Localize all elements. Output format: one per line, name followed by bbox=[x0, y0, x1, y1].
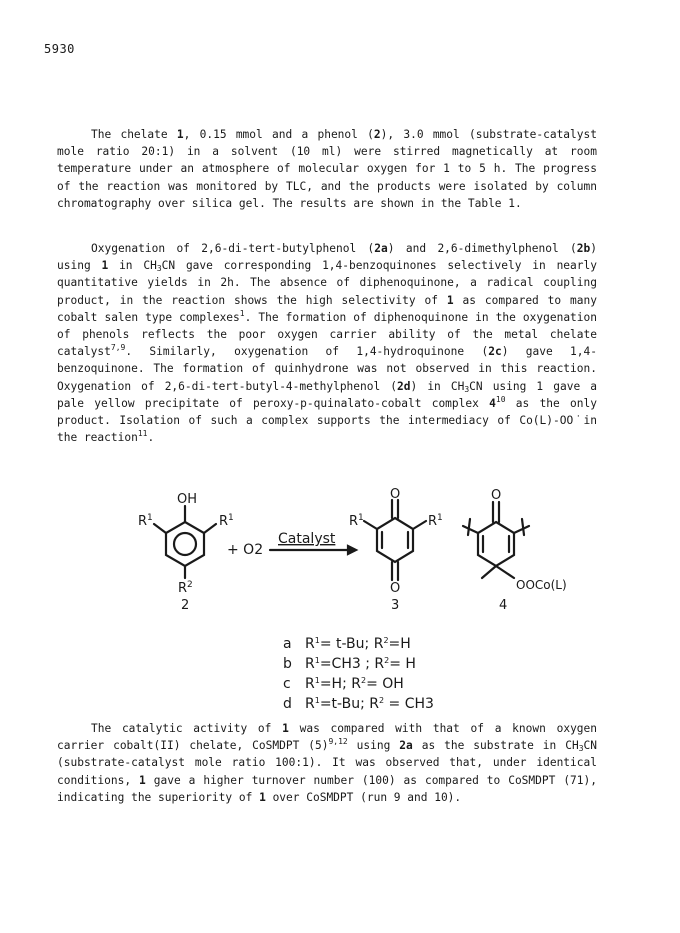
legend-row-d: d $R^1=t-Bu$; $R^2 = CH3$ bbox=[283, 696, 434, 712]
svg-text:R1: $R^1$ bbox=[428, 513, 443, 529]
compound-2-label: 2 bbox=[181, 598, 190, 613]
svg-text:R1: $R^1$ bbox=[138, 513, 153, 529]
page-number: 5930 bbox=[44, 42, 75, 56]
svg-text:O: O bbox=[390, 488, 401, 502]
paragraph-procedure: The chelate 1, 0.15 mmol and a phenol (2), 3.0 mmol (substrate-catalyst mole ratio 20:1) in a solvent (10 ml) were stirred magnetically at room temperature under an atmosphere of molecular oxygen for 1 to 5 h. The progress of the reaction was monitored by TLC, and the products were isolated by column chromatography over silica gel. The results are shown in the Table 1. bbox=[57, 128, 597, 210]
ooco-label: OOCo(L) bbox=[516, 578, 567, 592]
compound-3-label: 3 bbox=[391, 598, 400, 613]
legend-row-a: a $R^1= t-Bu$; $R^2=H$ bbox=[283, 636, 411, 652]
svg-text:R1: $R^1$ bbox=[219, 513, 234, 529]
hydroxyl-label: OH bbox=[177, 492, 198, 507]
paragraph-oxygenation: Oxygenation of 2,6-di-tert-butylphenol (2a) and 2,6-dimethylphenol (2b) using 1 in $CH_3CN$ gave corresponding 1,4-benzoquinones selectively in nearly quantitative yields in 2h. The absence of diphenoquinone, a radical coupling product, in the reaction shows the high selectivity of 1 as compared to many cobalt salen type complexes$^1$. The formation of diphenoquinone in the oxygenation of phenols reflects the poor oxygen carrier ability of the metal chelate catalyst$^{7,9}$. Similarly, oxygenation of 1,4-hydroquinone (2c) gave 1,4-benzoquinone. The formation of quinhydrone was not observed in this reaction. Oxygenation of 2,6-di-tert-butyl-4-methylphenol (2d) in $CH_3CN$ using 1 gave a pale yellow precipitate of peroxy-p-quinalato-cobalt complex $4^{10}$ as the only product. Isolation of such a complex supports the intermediacy of Co(L)-OO˙in the reaction$^{11}$. bbox=[57, 242, 598, 445]
paragraph-comparison: The catalytic activity of 1 was compared with that of a known oxygen carrier cobalt(II) chelate, CoSMDPT $(5)^{9,12}$ using 2a as the substrate in $CH_3CN$ (substrate-catalyst mole ratio 100:1). It was observed that, under identical conditions, 1 gave a higher turnover number (100) as compared to CoSMDPT (71), indicating the superiority of 1 over CoSMDPT (run 9 and 10). bbox=[57, 722, 598, 804]
legend-row-c: c $R^1=H$; $R^2=$ OH bbox=[283, 676, 404, 692]
catalyst-label: Catalyst bbox=[278, 531, 336, 547]
plus-oxygen: + O2 bbox=[227, 542, 264, 558]
compound-4-label: 4 bbox=[499, 598, 508, 613]
phenol-ring bbox=[166, 522, 204, 566]
legend-row-b: b $R^1=CH3$ ; $R^2= H$ bbox=[283, 656, 416, 672]
reaction-scheme bbox=[120, 488, 600, 623]
svg-text:O: O bbox=[390, 581, 401, 596]
svg-text:R1: $R^1$ bbox=[349, 513, 364, 529]
svg-text:O: O bbox=[491, 488, 502, 503]
substituent-legend bbox=[283, 634, 434, 714]
svg-text:R2: $R^2$ bbox=[178, 580, 193, 596]
